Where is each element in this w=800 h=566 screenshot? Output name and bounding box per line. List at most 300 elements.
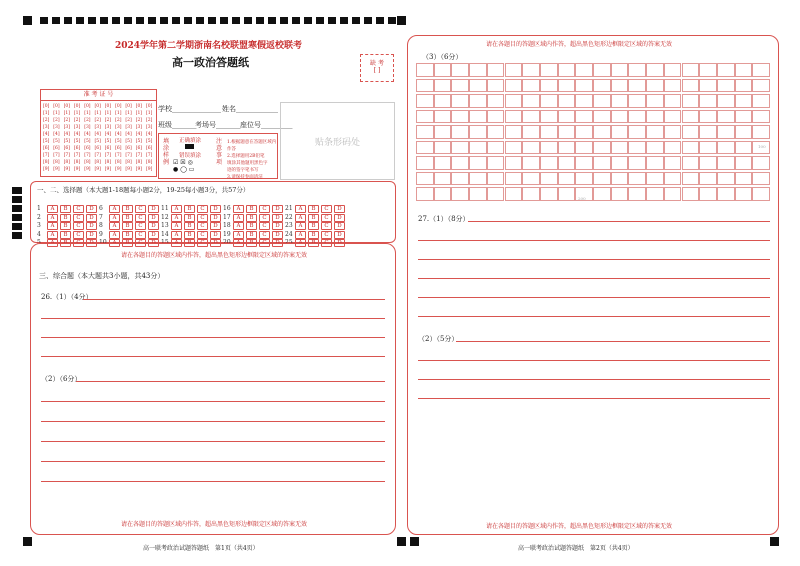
option-bubble-d[interactable]: D	[86, 222, 97, 230]
grid-cell[interactable]	[469, 125, 487, 139]
option-bubble-b[interactable]: B	[122, 239, 133, 247]
grid-cell[interactable]	[434, 172, 452, 186]
grid-cell[interactable]	[469, 187, 487, 201]
grid-cell[interactable]	[469, 63, 487, 77]
option-bubble-a[interactable]: A	[233, 222, 244, 230]
option-bubble-c[interactable]: C	[259, 222, 270, 230]
exam-number-bubble[interactable]: [1]	[104, 111, 112, 116]
grid-cell[interactable]	[505, 187, 523, 201]
grid-cell[interactable]	[628, 187, 646, 201]
exam-number-bubble[interactable]: [4]	[104, 132, 112, 137]
exam-number-bubble[interactable]: [1]	[53, 111, 60, 116]
grid-cell[interactable]	[664, 63, 682, 77]
grid-cell[interactable]	[717, 110, 735, 124]
grid-cell[interactable]	[628, 79, 646, 93]
grid-cell[interactable]	[522, 63, 540, 77]
exam-number-bubble[interactable]: [7]	[115, 153, 122, 158]
grid-cell[interactable]	[540, 63, 558, 77]
grid-cell[interactable]	[575, 156, 593, 170]
exam-number-bubble[interactable]: [8]	[43, 160, 50, 165]
option-bubble-b[interactable]: B	[246, 222, 257, 230]
option-bubble-a[interactable]: A	[233, 214, 244, 222]
grid-cell[interactable]	[575, 63, 593, 77]
option-bubble-a[interactable]: A	[171, 239, 182, 247]
grid-cell[interactable]	[416, 141, 434, 155]
grid-cell[interactable]	[416, 187, 434, 201]
exam-number-bubble[interactable]: [8]	[84, 160, 91, 165]
option-bubble-c[interactable]: C	[197, 205, 208, 213]
exam-number-bubble[interactable]: [5]	[53, 139, 60, 144]
option-bubble-c[interactable]: C	[197, 214, 208, 222]
grid-cell[interactable]	[522, 125, 540, 139]
option-bubble-d[interactable]: D	[86, 239, 97, 247]
exam-number-bubble[interactable]: [1]	[84, 111, 91, 116]
option-bubble-b[interactable]: B	[60, 205, 71, 213]
exam-number-bubble[interactable]: [5]	[115, 139, 122, 144]
option-bubble-a[interactable]: A	[47, 205, 58, 213]
grid-cell[interactable]	[469, 94, 487, 108]
exam-number-bubble[interactable]: [3]	[146, 125, 153, 130]
grid-cell[interactable]	[717, 187, 735, 201]
option-bubble-d[interactable]: D	[86, 231, 97, 239]
grid-cell[interactable]	[469, 156, 487, 170]
exam-number-bubble[interactable]: [1]	[125, 111, 132, 116]
option-bubble-b[interactable]: B	[184, 222, 195, 230]
option-bubble-a[interactable]: A	[171, 214, 182, 222]
grid-cell[interactable]	[752, 63, 770, 77]
option-bubble-a[interactable]: A	[47, 214, 58, 222]
exam-number-bubble[interactable]: [0]	[84, 104, 91, 109]
exam-number-bubble[interactable]: [6]	[84, 146, 91, 151]
grid-cell[interactable]	[717, 141, 735, 155]
grid-cell[interactable]	[575, 79, 593, 93]
option-bubble-c[interactable]: C	[135, 205, 146, 213]
grid-cell[interactable]	[522, 187, 540, 201]
exam-number-bubble[interactable]: [8]	[115, 160, 122, 165]
option-bubble-a[interactable]: A	[171, 205, 182, 213]
option-bubble-c[interactable]: C	[197, 239, 208, 247]
grid-cell[interactable]	[451, 125, 469, 139]
grid-cell[interactable]	[611, 94, 629, 108]
grid-cell[interactable]	[416, 110, 434, 124]
grid-cell[interactable]	[752, 172, 770, 186]
option-bubble-d[interactable]: D	[148, 205, 159, 213]
grid-cell[interactable]	[664, 141, 682, 155]
grid-cell[interactable]	[522, 156, 540, 170]
option-bubble-b[interactable]: B	[246, 239, 257, 247]
exam-number-bubble[interactable]: [3]	[63, 125, 70, 130]
exam-number-bubble[interactable]: [4]	[53, 132, 60, 137]
option-bubble-a[interactable]: A	[295, 231, 306, 239]
exam-number-bubble[interactable]: [9]	[73, 167, 81, 172]
exam-number-bubble[interactable]: [7]	[84, 153, 91, 158]
grid-cell[interactable]	[699, 156, 717, 170]
exam-number-bubble[interactable]: [6]	[94, 146, 101, 151]
exam-number-bubble[interactable]: [9]	[94, 167, 101, 172]
grid-cell[interactable]	[593, 63, 611, 77]
grid-cell[interactable]	[664, 125, 682, 139]
exam-number-bubble[interactable]: [9]	[84, 167, 91, 172]
grid-cell[interactable]	[522, 141, 540, 155]
grid-cell[interactable]	[451, 141, 469, 155]
grid-cell[interactable]	[611, 79, 629, 93]
grid-cell[interactable]	[558, 79, 576, 93]
exam-number-bubble[interactable]: [1]	[94, 111, 101, 116]
exam-number-bubble[interactable]: [5]	[125, 139, 132, 144]
option-bubble-d[interactable]: D	[334, 231, 345, 239]
grid-cell[interactable]	[735, 125, 753, 139]
grid-cell[interactable]	[540, 110, 558, 124]
option-bubble-a[interactable]: A	[295, 214, 306, 222]
exam-number-bubble[interactable]: [8]	[135, 160, 143, 165]
grid-cell[interactable]	[416, 94, 434, 108]
option-bubble-c[interactable]: C	[259, 231, 270, 239]
exam-number-bubble[interactable]: [7]	[94, 153, 101, 158]
exam-number-bubble[interactable]: [6]	[63, 146, 70, 151]
grid-cell[interactable]	[611, 187, 629, 201]
grid-cell[interactable]	[487, 63, 505, 77]
grid-cell[interactable]	[540, 79, 558, 93]
exam-number-bubble[interactable]: [4]	[135, 132, 143, 137]
option-bubble-d[interactable]: D	[272, 205, 283, 213]
option-bubble-d[interactable]: D	[210, 231, 221, 239]
grid-cell[interactable]	[628, 125, 646, 139]
option-bubble-a[interactable]: A	[233, 231, 244, 239]
exam-number-bubble[interactable]: [2]	[135, 118, 143, 123]
exam-number-bubble[interactable]: [1]	[43, 111, 50, 116]
grid-cell[interactable]	[664, 110, 682, 124]
exam-number-bubble[interactable]: [5]	[63, 139, 70, 144]
grid-cell[interactable]	[735, 63, 753, 77]
option-bubble-b[interactable]: B	[184, 239, 195, 247]
option-bubble-c[interactable]: C	[259, 205, 270, 213]
exam-number-bubble[interactable]: [7]	[104, 153, 112, 158]
grid-cell[interactable]	[558, 172, 576, 186]
option-bubble-b[interactable]: B	[60, 231, 71, 239]
grid-cell[interactable]	[505, 172, 523, 186]
grid-cell[interactable]	[558, 156, 576, 170]
grid-cell[interactable]	[682, 79, 700, 93]
grid-cell[interactable]	[593, 125, 611, 139]
option-bubble-a[interactable]: A	[47, 222, 58, 230]
grid-cell[interactable]	[628, 172, 646, 186]
grid-cell[interactable]	[717, 63, 735, 77]
option-bubble-d[interactable]: D	[272, 239, 283, 247]
option-bubble-d[interactable]: D	[210, 239, 221, 247]
exam-number-bubble[interactable]: [1]	[73, 111, 81, 116]
grid-cell[interactable]	[664, 187, 682, 201]
exam-number-bubble[interactable]: [7]	[135, 153, 143, 158]
grid-cell[interactable]	[434, 125, 452, 139]
grid-cell[interactable]	[682, 156, 700, 170]
grid-cell[interactable]	[451, 94, 469, 108]
exam-number-bubble[interactable]: [5]	[73, 139, 81, 144]
grid-cell[interactable]	[699, 63, 717, 77]
exam-number-bubble[interactable]: [0]	[115, 104, 122, 109]
grid-cell[interactable]	[699, 141, 717, 155]
grid-cell[interactable]	[540, 156, 558, 170]
grid-cell[interactable]	[522, 110, 540, 124]
grid-cell[interactable]	[664, 94, 682, 108]
exam-number-bubble[interactable]: [2]	[43, 118, 50, 123]
grid-cell[interactable]	[487, 141, 505, 155]
grid-cell[interactable]	[416, 79, 434, 93]
exam-number-bubble[interactable]: [2]	[146, 118, 153, 123]
option-bubble-c[interactable]: C	[73, 205, 84, 213]
exam-number-bubble[interactable]: [9]	[125, 167, 132, 172]
exam-number-bubble[interactable]: [7]	[43, 153, 50, 158]
grid-cell[interactable]	[646, 94, 664, 108]
option-bubble-c[interactable]: C	[135, 214, 146, 222]
grid-cell[interactable]	[540, 141, 558, 155]
grid-cell[interactable]	[522, 94, 540, 108]
grid-cell[interactable]	[487, 125, 505, 139]
grid-cell[interactable]	[682, 110, 700, 124]
option-bubble-b[interactable]: B	[308, 222, 319, 230]
exam-number-bubble[interactable]: [4]	[94, 132, 101, 137]
grid-cell[interactable]	[646, 110, 664, 124]
grid-cell[interactable]	[505, 79, 523, 93]
option-bubble-d[interactable]: D	[334, 214, 345, 222]
exam-number-bubble[interactable]: [3]	[94, 125, 101, 130]
grid-cell[interactable]	[505, 125, 523, 139]
grid-cell[interactable]	[434, 79, 452, 93]
grid-cell[interactable]	[575, 141, 593, 155]
grid-cell[interactable]	[416, 125, 434, 139]
grid-cell[interactable]	[735, 156, 753, 170]
grid-cell[interactable]	[646, 172, 664, 186]
grid-cell[interactable]	[434, 94, 452, 108]
option-bubble-b[interactable]: B	[246, 205, 257, 213]
grid-cell[interactable]	[752, 187, 770, 201]
grid-cell[interactable]	[451, 63, 469, 77]
grid-cell[interactable]	[699, 79, 717, 93]
option-bubble-a[interactable]: A	[47, 231, 58, 239]
grid-cell[interactable]	[664, 79, 682, 93]
exam-number-bubble[interactable]: [6]	[53, 146, 60, 151]
option-bubble-a[interactable]: A	[233, 205, 244, 213]
option-bubble-c[interactable]: C	[73, 214, 84, 222]
grid-cell[interactable]	[752, 94, 770, 108]
grid-cell[interactable]	[735, 141, 753, 155]
option-bubble-c[interactable]: C	[73, 239, 84, 247]
exam-number-bubble[interactable]: [4]	[63, 132, 70, 137]
option-bubble-b[interactable]: B	[308, 205, 319, 213]
grid-cell[interactable]	[540, 125, 558, 139]
grid-cell[interactable]	[593, 156, 611, 170]
exam-number-bubble[interactable]: [8]	[53, 160, 60, 165]
option-bubble-d[interactable]: D	[210, 214, 221, 222]
exam-number-bubble[interactable]: [3]	[43, 125, 50, 130]
option-bubble-d[interactable]: D	[86, 205, 97, 213]
option-bubble-c[interactable]: C	[73, 222, 84, 230]
grid-cell[interactable]	[735, 94, 753, 108]
option-bubble-b[interactable]: B	[122, 231, 133, 239]
option-bubble-d[interactable]: D	[334, 239, 345, 247]
grid-cell[interactable]	[558, 187, 576, 201]
grid-cell[interactable]	[522, 79, 540, 93]
option-bubble-c[interactable]: C	[259, 239, 270, 247]
grid-cell[interactable]	[646, 125, 664, 139]
exam-number-bubble[interactable]: [6]	[43, 146, 50, 151]
exam-number-bubble[interactable]: [1]	[135, 111, 143, 116]
exam-number-bubble[interactable]: [6]	[135, 146, 143, 151]
exam-number-bubble[interactable]: [7]	[146, 153, 153, 158]
grid-cell[interactable]	[540, 187, 558, 201]
exam-number-bubble[interactable]: [2]	[84, 118, 91, 123]
grid-cell[interactable]	[575, 110, 593, 124]
exam-number-bubble[interactable]: [2]	[53, 118, 60, 123]
option-bubble-d[interactable]: D	[210, 205, 221, 213]
grid-cell[interactable]	[487, 79, 505, 93]
grid-cell[interactable]	[628, 156, 646, 170]
option-bubble-a[interactable]: A	[109, 205, 120, 213]
grid-cell[interactable]	[682, 63, 700, 77]
option-bubble-a[interactable]: A	[109, 239, 120, 247]
option-bubble-b[interactable]: B	[60, 222, 71, 230]
exam-number-bubble[interactable]: [0]	[63, 104, 70, 109]
exam-number-bubble[interactable]: [0]	[73, 104, 81, 109]
grid-cell[interactable]	[611, 172, 629, 186]
exam-number-bubble[interactable]: [1]	[63, 111, 70, 116]
grid-cell[interactable]	[540, 94, 558, 108]
exam-number-bubble[interactable]: [4]	[115, 132, 122, 137]
option-bubble-b[interactable]: B	[60, 239, 71, 247]
grid-cell[interactable]	[487, 172, 505, 186]
option-bubble-c[interactable]: C	[197, 231, 208, 239]
exam-number-bubble[interactable]: [7]	[125, 153, 132, 158]
grid-cell[interactable]	[451, 110, 469, 124]
grid-cell[interactable]	[505, 110, 523, 124]
exam-number-bubble[interactable]: [4]	[43, 132, 50, 137]
exam-number-bubble[interactable]: [4]	[84, 132, 91, 137]
grid-cell[interactable]	[611, 63, 629, 77]
grid-cell[interactable]	[717, 125, 735, 139]
grid-cell[interactable]	[558, 63, 576, 77]
option-bubble-a[interactable]: A	[295, 205, 306, 213]
grid-cell[interactable]	[487, 187, 505, 201]
grid-cell[interactable]	[575, 172, 593, 186]
exam-number-bubble[interactable]: [9]	[63, 167, 70, 172]
grid-cell[interactable]	[593, 187, 611, 201]
option-bubble-b[interactable]: B	[308, 214, 319, 222]
exam-number-bubble[interactable]: [0]	[53, 104, 60, 109]
option-bubble-c[interactable]: C	[197, 222, 208, 230]
grid-cell[interactable]	[735, 79, 753, 93]
grid-cell[interactable]	[451, 172, 469, 186]
grid-cell[interactable]	[593, 110, 611, 124]
exam-number-bubble[interactable]: [2]	[94, 118, 101, 123]
grid-cell[interactable]	[505, 94, 523, 108]
option-bubble-c[interactable]: C	[135, 239, 146, 247]
option-bubble-c[interactable]: C	[321, 231, 332, 239]
grid-cell[interactable]	[434, 141, 452, 155]
grid-cell[interactable]	[752, 156, 770, 170]
option-bubble-a[interactable]: A	[109, 214, 120, 222]
exam-number-bubble[interactable]: [9]	[115, 167, 122, 172]
option-bubble-d[interactable]: D	[272, 214, 283, 222]
grid-cell[interactable]	[575, 125, 593, 139]
grid-cell[interactable]	[664, 172, 682, 186]
exam-number-bubble[interactable]: [0]	[94, 104, 101, 109]
grid-cell[interactable]	[593, 94, 611, 108]
exam-number-bubble[interactable]: [8]	[73, 160, 81, 165]
seat-field[interactable]: 座位号_________	[240, 121, 293, 129]
option-bubble-a[interactable]: A	[47, 239, 58, 247]
grid-cell[interactable]	[558, 110, 576, 124]
exam-number-bubble[interactable]: [0]	[125, 104, 132, 109]
exam-number-bubble[interactable]: [5]	[104, 139, 112, 144]
grid-cell[interactable]	[451, 187, 469, 201]
exam-number-bubble[interactable]: [3]	[135, 125, 143, 130]
option-bubble-b[interactable]: B	[246, 231, 257, 239]
exam-number-bubble[interactable]: [8]	[125, 160, 132, 165]
grid-cell[interactable]	[699, 110, 717, 124]
grid-cell[interactable]	[628, 63, 646, 77]
grid-cell[interactable]	[416, 172, 434, 186]
grid-cell[interactable]	[505, 156, 523, 170]
exam-number-bubble[interactable]: [6]	[125, 146, 132, 151]
grid-cell[interactable]	[611, 141, 629, 155]
exam-number-bubble[interactable]: [2]	[73, 118, 81, 123]
exam-number-bubble[interactable]: [7]	[73, 153, 81, 158]
name-field[interactable]: 姓名____________	[222, 105, 278, 113]
grid-cell[interactable]	[558, 94, 576, 108]
grid-cell[interactable]	[558, 125, 576, 139]
grid-cell[interactable]	[646, 187, 664, 201]
option-bubble-d[interactable]: D	[86, 214, 97, 222]
grid-cell[interactable]	[717, 94, 735, 108]
grid-cell[interactable]	[664, 156, 682, 170]
exam-number-bubble[interactable]: [8]	[63, 160, 70, 165]
exam-number-bubble[interactable]: [9]	[146, 167, 153, 172]
exam-number-bubble[interactable]: [7]	[53, 153, 60, 158]
option-bubble-b[interactable]: B	[184, 214, 195, 222]
grid-cell[interactable]	[434, 156, 452, 170]
option-bubble-d[interactable]: D	[148, 222, 159, 230]
exam-number-bubble[interactable]: [4]	[73, 132, 81, 137]
grid-cell[interactable]	[487, 94, 505, 108]
exam-number-bubble[interactable]: [0]	[146, 104, 153, 109]
grid-cell[interactable]	[682, 94, 700, 108]
grid-cell[interactable]	[575, 94, 593, 108]
grid-cell[interactable]	[611, 110, 629, 124]
grid-cell[interactable]	[699, 172, 717, 186]
grid-cell[interactable]	[416, 156, 434, 170]
grid-cell[interactable]	[682, 187, 700, 201]
exam-number-bubble[interactable]: [6]	[73, 146, 81, 151]
exam-number-bubble[interactable]: [3]	[84, 125, 91, 130]
grid-cell[interactable]	[505, 63, 523, 77]
exam-number-bubble[interactable]: [1]	[146, 111, 153, 116]
grid-cell[interactable]	[699, 125, 717, 139]
grid-cell[interactable]	[682, 141, 700, 155]
option-bubble-a[interactable]: A	[109, 231, 120, 239]
exam-number-bubble[interactable]: [9]	[43, 167, 50, 172]
absent-bubble[interactable]: [ ]	[373, 67, 381, 74]
option-bubble-b[interactable]: B	[60, 214, 71, 222]
essay-grid[interactable]	[416, 63, 770, 203]
option-bubble-d[interactable]: D	[334, 222, 345, 230]
grid-cell[interactable]	[558, 141, 576, 155]
option-bubble-d[interactable]: D	[334, 205, 345, 213]
option-bubble-b[interactable]: B	[184, 205, 195, 213]
option-bubble-b[interactable]: B	[122, 205, 133, 213]
grid-cell[interactable]	[699, 187, 717, 201]
grid-cell[interactable]	[451, 156, 469, 170]
exam-number-bubble[interactable]: [9]	[135, 167, 143, 172]
grid-cell[interactable]	[646, 141, 664, 155]
